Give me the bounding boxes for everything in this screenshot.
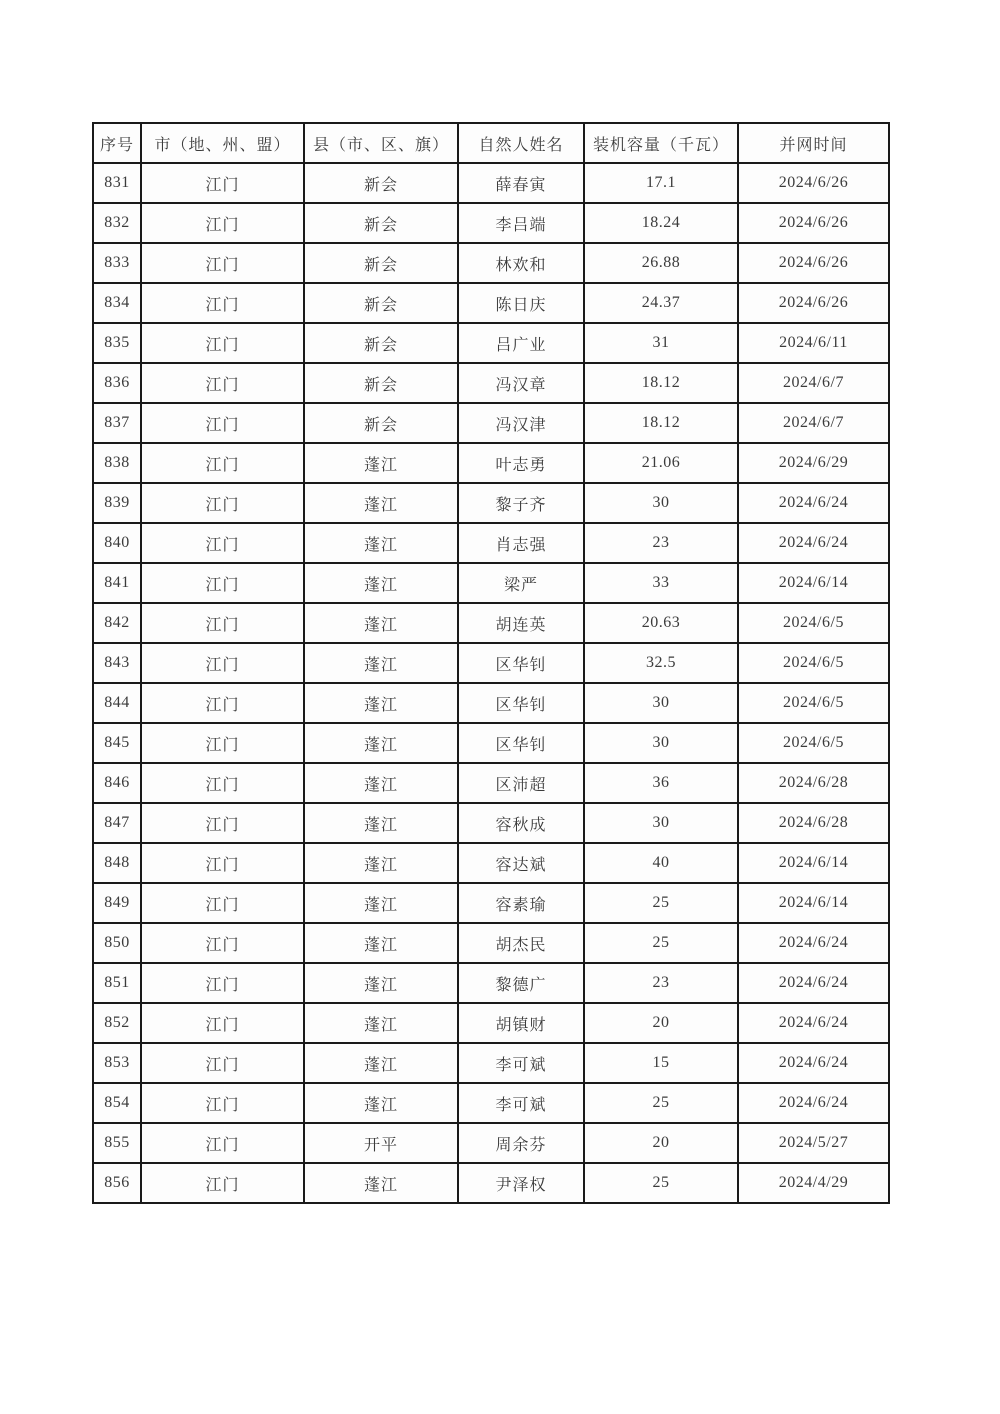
table-cell: 856 [93,1163,141,1203]
table-row [93,923,889,963]
table-row [93,563,889,603]
table-row [93,723,889,763]
table-row [93,363,889,403]
table-cell: 江门 [141,1083,304,1123]
table-cell: 2024/6/14 [738,843,889,883]
table-row [93,283,889,323]
table-cell: 841 [93,563,141,603]
table-cell: 江门 [141,923,304,963]
table-cell: 区华钊 [458,723,584,763]
table-row [93,323,889,363]
table-cell: 2024/6/24 [738,963,889,1003]
table-row [93,1083,889,1123]
table-row [93,243,889,283]
table-cell: 江门 [141,203,304,243]
table-cell: 蓬江 [304,643,458,683]
table-cell: 江门 [141,843,304,883]
table-cell: 18.24 [584,203,738,243]
table-cell: 834 [93,283,141,323]
table-cell: 蓬江 [304,1043,458,1083]
table-cell: 蓬江 [304,963,458,1003]
table-cell: 25 [584,923,738,963]
table-cell: 23 [584,523,738,563]
table-cell: 李可斌 [458,1043,584,1083]
table-cell: 31 [584,323,738,363]
table-cell: 冯汉津 [458,403,584,443]
column-header: 自然人姓名 [458,123,584,163]
table-cell: 2024/6/26 [738,163,889,203]
table-cell: 李可斌 [458,1083,584,1123]
table-body [93,163,889,1203]
table-row [93,483,889,523]
table-cell: 江门 [141,1003,304,1043]
table-cell: 30 [584,803,738,843]
table-cell: 江门 [141,163,304,203]
table-cell: 20.63 [584,603,738,643]
table-cell: 2024/6/26 [738,243,889,283]
table-cell: 2024/6/24 [738,1083,889,1123]
table-cell: 851 [93,963,141,1003]
table-cell: 2024/6/24 [738,1043,889,1083]
table-cell: 江门 [141,563,304,603]
table-cell: 江门 [141,483,304,523]
table-cell: 2024/6/28 [738,803,889,843]
table-cell: 843 [93,643,141,683]
table-cell: 江门 [141,523,304,563]
table-cell: 847 [93,803,141,843]
table-cell: 蓬江 [304,723,458,763]
table-cell: 蓬江 [304,483,458,523]
table-cell: 江门 [141,323,304,363]
table-cell: 冯汉章 [458,363,584,403]
table-cell: 江门 [141,963,304,1003]
table-row [93,523,889,563]
table-cell: 23 [584,963,738,1003]
table-cell: 845 [93,723,141,763]
table-cell: 842 [93,603,141,643]
table-cell: 尹泽权 [458,1163,584,1203]
table-cell: 30 [584,483,738,523]
table-cell: 新会 [304,323,458,363]
table-cell: 2024/6/5 [738,643,889,683]
table-cell: 837 [93,403,141,443]
table-cell: 江门 [141,1163,304,1203]
table-cell: 832 [93,203,141,243]
table-cell: 陈日庆 [458,283,584,323]
table-cell: 新会 [304,403,458,443]
table-cell: 江门 [141,1123,304,1163]
table-cell: 蓬江 [304,1163,458,1203]
table-cell: 江门 [141,363,304,403]
table-cell: 833 [93,243,141,283]
table-cell: 839 [93,483,141,523]
table-cell: 2024/6/24 [738,523,889,563]
table-row [93,403,889,443]
table-cell: 25 [584,1163,738,1203]
table-cell: 蓬江 [304,923,458,963]
table-cell: 蓬江 [304,443,458,483]
table-cell: 844 [93,683,141,723]
table-cell: 2024/6/29 [738,443,889,483]
table-cell: 835 [93,323,141,363]
table-cell: 江门 [141,443,304,483]
table-cell: 20 [584,1003,738,1043]
table-cell: 蓬江 [304,843,458,883]
table-cell: 江门 [141,603,304,643]
table-cell: 蓬江 [304,1083,458,1123]
table-cell: 吕广业 [458,323,584,363]
table-cell: 26.88 [584,243,738,283]
table-row [93,1003,889,1043]
table-cell: 江门 [141,883,304,923]
table-cell: 胡杰民 [458,923,584,963]
table-cell: 区华钊 [458,643,584,683]
table-cell: 区沛超 [458,763,584,803]
table-cell: 胡镇财 [458,1003,584,1043]
table-cell: 30 [584,723,738,763]
table-cell: 2024/6/5 [738,603,889,643]
table-row [93,443,889,483]
table-cell: 2024/6/14 [738,563,889,603]
table-cell: 2024/6/7 [738,363,889,403]
table-cell: 周余芬 [458,1123,584,1163]
table-cell: 30 [584,683,738,723]
table-cell: 2024/6/24 [738,1003,889,1043]
table-cell: 848 [93,843,141,883]
table-cell: 蓬江 [304,1003,458,1043]
table-cell: 江门 [141,803,304,843]
table-cell: 叶志勇 [458,443,584,483]
table-row [93,683,889,723]
table-cell: 2024/6/14 [738,883,889,923]
table-cell: 33 [584,563,738,603]
table-cell: 846 [93,763,141,803]
table-cell: 15 [584,1043,738,1083]
table-cell: 薛春寅 [458,163,584,203]
table-row [93,1123,889,1163]
table-cell: 24.37 [584,283,738,323]
table-cell: 肖志强 [458,523,584,563]
table-cell: 18.12 [584,363,738,403]
table-cell: 2024/4/29 [738,1163,889,1203]
table-cell: 蓬江 [304,563,458,603]
table-cell: 25 [584,883,738,923]
table-cell: 2024/6/7 [738,403,889,443]
table-cell: 836 [93,363,141,403]
table-cell: 新会 [304,203,458,243]
table-cell: 853 [93,1043,141,1083]
column-header: 县（市、区、旗） [304,123,458,163]
table-row [93,803,889,843]
table-cell: 林欢和 [458,243,584,283]
table-cell: 36 [584,763,738,803]
table-row [93,603,889,643]
table-cell: 40 [584,843,738,883]
table-cell: 2024/6/24 [738,483,889,523]
table-cell: 蓬江 [304,683,458,723]
table-cell: 854 [93,1083,141,1123]
table-row [93,963,889,1003]
table-cell: 容达斌 [458,843,584,883]
table-cell: 2024/6/11 [738,323,889,363]
table-cell: 李吕端 [458,203,584,243]
table-cell: 蓬江 [304,803,458,843]
table-cell: 江门 [141,683,304,723]
table-cell: 蓬江 [304,883,458,923]
table-cell: 蓬江 [304,763,458,803]
table-cell: 2024/6/26 [738,203,889,243]
table-cell: 江门 [141,283,304,323]
table-cell: 区华钊 [458,683,584,723]
table-cell: 849 [93,883,141,923]
table-cell: 江门 [141,763,304,803]
table-cell: 25 [584,1083,738,1123]
column-header: 市（地、州、盟） [141,123,304,163]
table-cell: 2024/6/5 [738,723,889,763]
column-header: 装机容量（千瓦） [584,123,738,163]
table-row [93,203,889,243]
table-cell: 2024/6/28 [738,763,889,803]
table-cell: 838 [93,443,141,483]
table-row [93,883,889,923]
table-cell: 江门 [141,723,304,763]
table-header-row [93,123,889,163]
table-row [93,763,889,803]
table-cell: 梁严 [458,563,584,603]
table-cell: 852 [93,1003,141,1043]
table-cell: 江门 [141,243,304,283]
table-cell: 831 [93,163,141,203]
table-row [93,843,889,883]
table-cell: 840 [93,523,141,563]
table-cell: 黎德广 [458,963,584,1003]
table-cell: 20 [584,1123,738,1163]
table-cell: 新会 [304,243,458,283]
table-cell: 江门 [141,403,304,443]
table-cell: 胡连英 [458,603,584,643]
table-cell: 黎子齐 [458,483,584,523]
table-cell: 江门 [141,643,304,683]
table-cell: 新会 [304,163,458,203]
table-cell: 17.1 [584,163,738,203]
table-cell: 2024/6/26 [738,283,889,323]
column-header: 并网时间 [738,123,889,163]
table-cell: 容素瑜 [458,883,584,923]
table-cell: 蓬江 [304,523,458,563]
table-cell: 850 [93,923,141,963]
table-row [93,1043,889,1083]
table-row [93,163,889,203]
pv-grid-connection-table [92,122,890,1204]
table-cell: 新会 [304,363,458,403]
table-cell: 新会 [304,283,458,323]
table-cell: 开平 [304,1123,458,1163]
table-cell: 18.12 [584,403,738,443]
table-cell: 2024/5/27 [738,1123,889,1163]
table-cell: 21.06 [584,443,738,483]
table-cell: 江门 [141,1043,304,1083]
table-cell: 容秋成 [458,803,584,843]
table-cell: 2024/6/24 [738,923,889,963]
table-cell: 32.5 [584,643,738,683]
table-row [93,1163,889,1203]
table-cell: 2024/6/5 [738,683,889,723]
column-header: 序号 [93,123,141,163]
table-cell: 855 [93,1123,141,1163]
table-row [93,643,889,683]
table-cell: 蓬江 [304,603,458,643]
